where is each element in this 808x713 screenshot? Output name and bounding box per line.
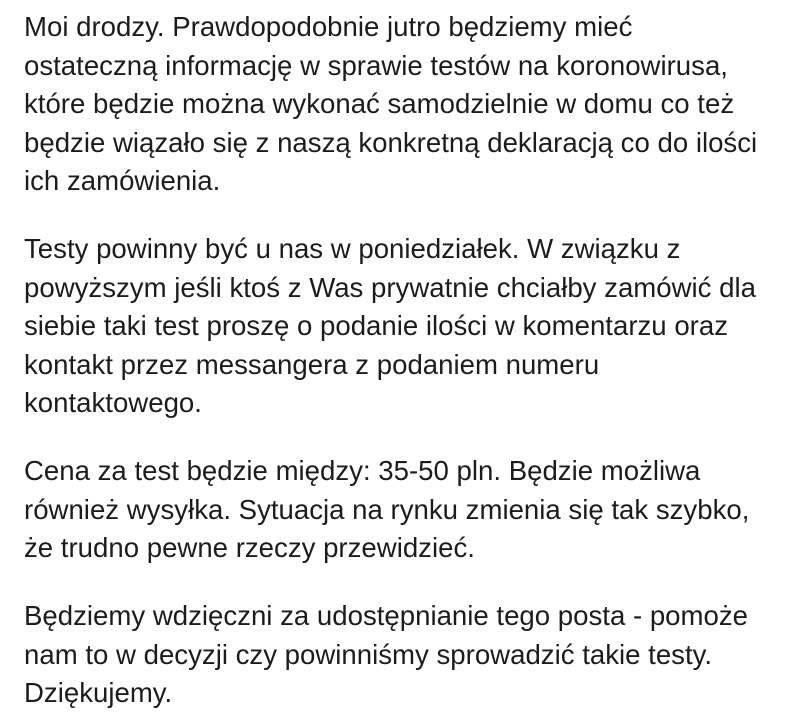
text-line: że trudno pewne rzeczy przewidzieć.: [24, 532, 475, 563]
post-paragraph-order-info: [24, 230, 756, 423]
text-line: Będziemy wdzięczni za udostępnianie tego posta - pomoże: [24, 600, 748, 631]
text-line: siebie taki test proszę o podanie ilości w komentarzu oraz: [24, 310, 728, 341]
text-line: Dziękujemy.: [24, 677, 173, 708]
text-line: ich zamówienia.: [24, 165, 221, 196]
post-paragraph-thanks: [24, 597, 748, 713]
text-line: nam to w decyzji czy powinniśmy sprowadzić takie testy.: [24, 638, 713, 670]
text-line: Cena za test będzie między: 35-50 pln. Będzie możliwa: [24, 455, 701, 486]
post-paragraph-price: [24, 452, 749, 568]
text-line: Testy powinny być u nas w poniedziałek. W związku z: [24, 233, 681, 264]
text-line: które będzie można wykonać samodzielnie w domu co też: [24, 88, 735, 119]
text-line: kontaktowego.: [24, 387, 202, 418]
text-line: kontakt przez messangera z podaniem numeru: [24, 348, 600, 380]
text-line: będzie wiązało się z naszą konkretną deklaracją co do ilości: [24, 126, 758, 158]
text-line: ostateczną informację w sprawie testów na koronowirusa,: [24, 49, 728, 81]
text-line: również wysyłka. Sytuacja na rynku zmienia się tak szybko,: [24, 493, 750, 525]
text-line: powyższym jeśli ktoś z Was prywatnie chciałby zamówić dla: [24, 271, 756, 303]
text-line: Moi drodzy. Prawdopodobnie jutro będziemy mieć: [24, 11, 633, 42]
post-paragraph-intro: [24, 8, 757, 201]
